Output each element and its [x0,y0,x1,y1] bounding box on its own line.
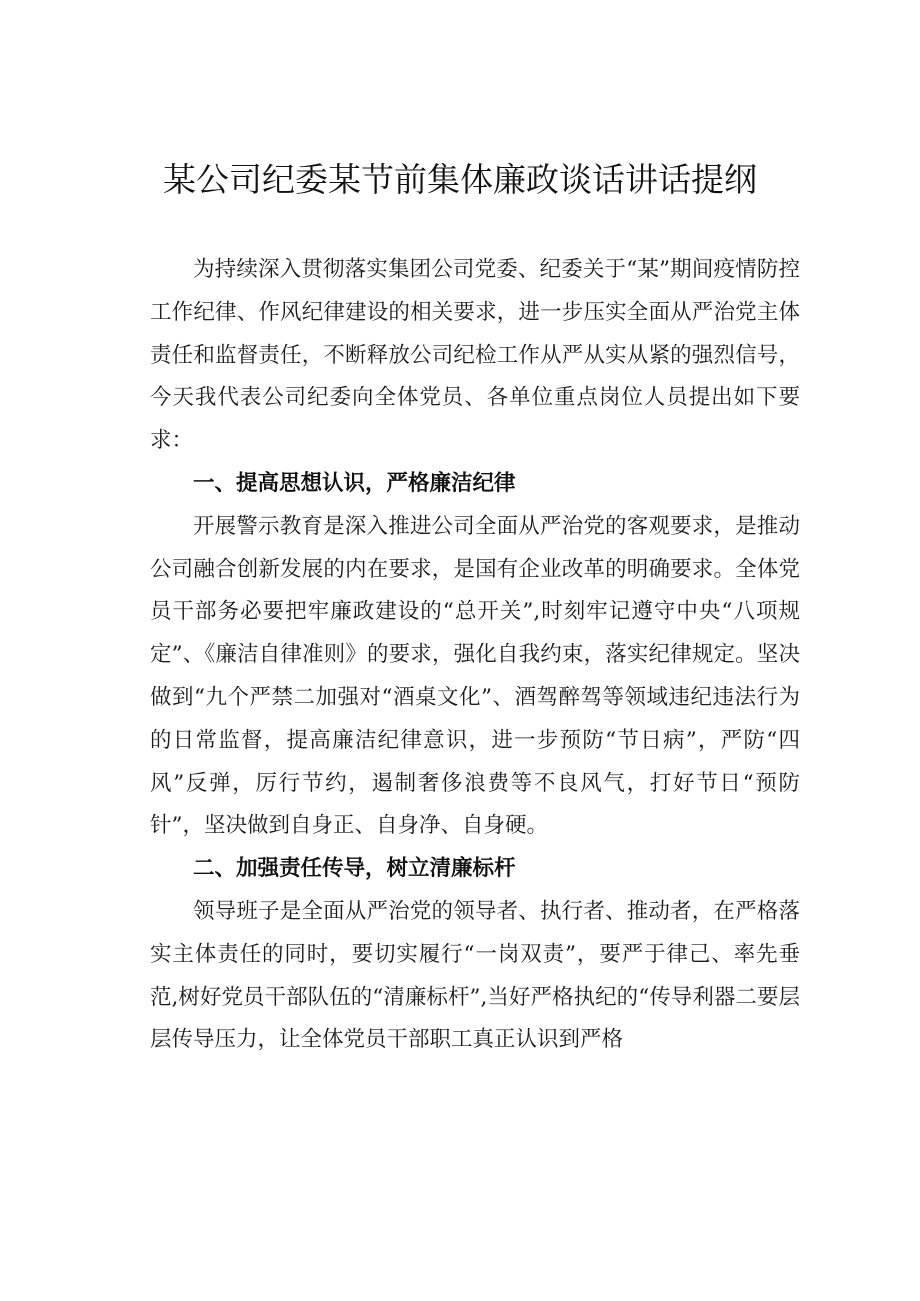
document-body [150,249,800,1062]
section-1-heading: 一、提高思想认识，严格廉洁纪律 [193,470,516,496]
intro-paragraph: 为持续深入贯彻落实集团公司党委、纪委关于“某”期间疫情防控工作纪律、作风纪律建设的相关要求，进一步压实全面从严治党主体责任和监督责任，不断释放公司纪检工作从严从实从紧的强烈信号，今天我代表公司纪委向全体党员、各单位重点岗位人员提出如下要求： [150,257,800,454]
document-title: 某公司纪委某节前集体廉政谈话讲话提纲 [163,160,757,199]
section-1-paragraph: 开展警示教育是深入推进公司全面从严治党的客观要求，是推动公司融合创新发展的内在要求，是国有企业改革的明确要求。全体党员干部务必要把牢廉政建设的“总开关”,时刻牢记遵守中央“八项规定”、《廉洁自律准则》的要求，强化自我约束，落实纪律规定。坚决做到“九个严禁二加强对“酒桌文化”、酒驾醉驾等领域违纪违法行为的日常监督，提高廉洁纪律意识，进一步预防“节日病”，严防“四风”反弹，厉行节约，遏制奢侈浪费等不良风气，打好节日“预防针”，坚决做到自身正、自身净、自身硬。 [150,513,800,839]
section-2-paragraph: 领导班子是全面从严治党的领导者、执行者、推动者，在严格落实主体责任的同时，要切实履行“一岗双责”，要严于律己、率先垂范,树好党员干部队伍的“清廉标杆”,当好严格执纪的“传导利器二要层层传导压力，让全体党员干部职工真正认识到严格 [150,898,800,1053]
section-2-heading: 二、加强责任传导，树立清廉标杆 [193,856,516,882]
